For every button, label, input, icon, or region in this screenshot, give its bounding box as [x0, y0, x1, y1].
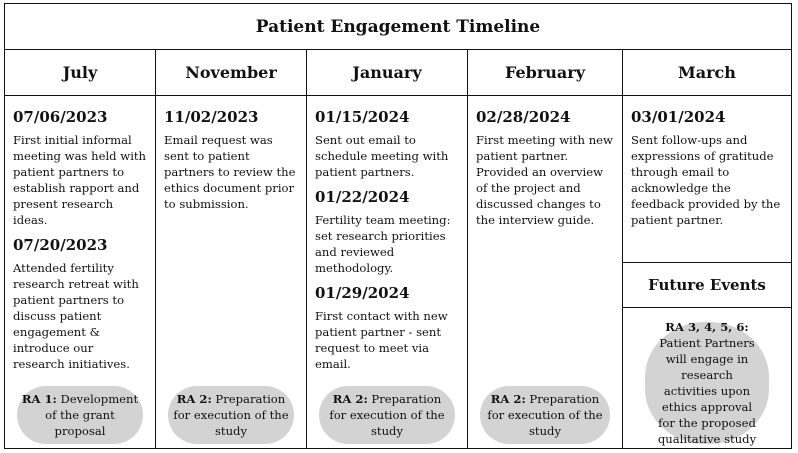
event-text: First meeting with new patient partner. Provided an overview of the project and discussed changes to the interview guide.	[476, 133, 613, 227]
ra-text: Preparation for execution of the study	[173, 392, 289, 438]
ra-label: RA 2:	[332, 392, 368, 406]
month-heading: November	[156, 50, 306, 96]
column-july	[5, 50, 155, 448]
event-date: 11/02/2023	[164, 108, 259, 126]
event-text: Sent follow-ups and expressions of gratitude through email to acknowledge the feedback provided by the patient partner.	[631, 133, 781, 227]
event-text: Email request was sent to patient partners to review the ethics document prior to submission.	[164, 133, 296, 211]
ra-label: RA 1:	[21, 392, 57, 406]
event-text: Fertility team meeting: set research priorities and reviewed methodology.	[315, 213, 451, 275]
ra-text: Preparation for execution of the study	[329, 392, 445, 438]
research-aim-badge	[168, 386, 294, 444]
research-aim-badge	[480, 386, 610, 444]
research-aim-badge	[319, 386, 455, 444]
event-text: Attended fertility research retreat with patient partners to discuss patient engagement & introduce our research initiatives.	[13, 261, 139, 371]
ra-text: Development of the grant proposal	[45, 392, 139, 438]
research-aim-badge	[645, 322, 769, 444]
future-events-heading: Future Events	[623, 262, 791, 308]
month-heading: January	[307, 50, 467, 96]
ra-label: RA 2:	[490, 392, 526, 406]
ra-text: Patient Partners will engage in research activities upon ethics approval for the proposed qualitative study	[657, 336, 757, 446]
timeline-frame	[4, 3, 792, 449]
column-february	[467, 50, 622, 448]
timeline-title: Patient Engagement Timeline	[5, 4, 791, 50]
event-date: 01/15/2024	[315, 108, 410, 126]
ra-text: Preparation for execution of the study	[487, 392, 603, 438]
ra-label: RA 3, 4, 5, 6:	[665, 320, 749, 334]
column-november	[155, 50, 306, 448]
event-text: First contact with new patient partner - sent request to meet via email.	[315, 309, 448, 371]
event-date: 02/28/2024	[476, 108, 571, 126]
event-date: 01/29/2024	[315, 284, 410, 302]
event-date: 07/20/2023	[13, 236, 108, 254]
event-date: 07/06/2023	[13, 108, 108, 126]
column-march	[622, 50, 791, 448]
month-heading: July	[5, 50, 155, 96]
event-text: Sent out email to schedule meeting with patient partners.	[315, 133, 449, 179]
ra-label: RA 2:	[176, 392, 212, 406]
month-heading: March	[623, 50, 791, 96]
month-heading: February	[468, 50, 622, 96]
event-text: First initial informal meeting was held with patient partners to establish rapport and present research ideas.	[13, 133, 147, 227]
event-date: 01/22/2024	[315, 188, 410, 206]
column-january	[306, 50, 467, 448]
research-aim-badge	[17, 386, 143, 444]
event-date: 03/01/2024	[631, 108, 726, 126]
